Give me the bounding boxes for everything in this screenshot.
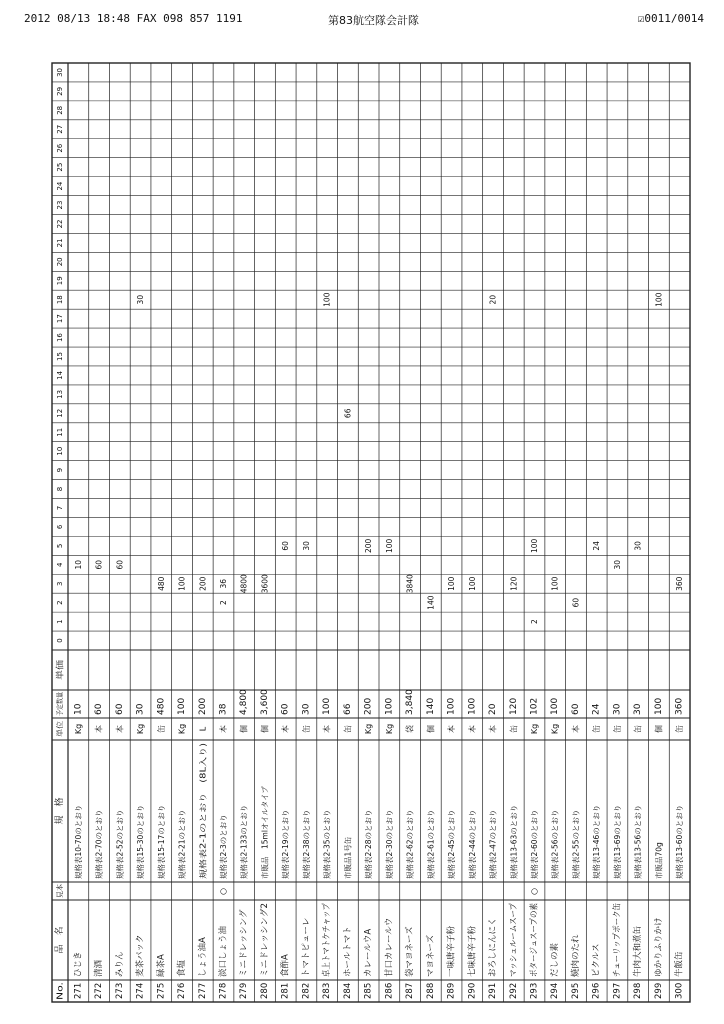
row-no: 280 [259, 982, 270, 999]
row-item-name: 一味唐辛子粉 [446, 925, 457, 977]
row-no: 273 [114, 982, 125, 999]
header-day-3: 3 [56, 581, 64, 586]
row-day-value: 200 [364, 538, 374, 554]
row-unit: 個 [426, 725, 436, 733]
row-no: 271 [73, 982, 84, 999]
table-row [176, 576, 187, 999]
fax-timestamp-line: 2012 08/13 18:48 FAX 098 857 1191 [24, 12, 243, 25]
row-item-name: 甘口カレールウ [384, 917, 395, 977]
row-no: 294 [550, 982, 561, 999]
row-item-name: 牛飯缶 [674, 951, 685, 977]
row-spec: 規格表2-1のとおり (8L入り) [198, 776, 208, 879]
row-day-value: 120 [509, 576, 519, 591]
row-planned-qty: 30 [135, 703, 146, 715]
row-item-name: ひじき [73, 951, 84, 977]
row-unit: Kg [364, 723, 374, 735]
row-item-name: 緑茶A [156, 954, 167, 977]
row-planned-qty: 100 [322, 697, 333, 715]
row-planned-qty: 100 [446, 697, 457, 715]
row-unit: Kg [177, 723, 187, 735]
table-header [53, 68, 65, 1000]
row-item-name: だしの素 [550, 942, 561, 977]
header-price: 単価 [55, 664, 65, 680]
row-unit: 本 [571, 725, 581, 733]
header-day-22: 22 [56, 219, 64, 229]
header-day-0: 0 [56, 638, 64, 643]
row-spec: 規格表13-60のとおり [675, 804, 685, 879]
header-day-7: 7 [56, 505, 64, 511]
table-row [404, 574, 415, 999]
row-spec: 規格表2-61のとおり [426, 809, 436, 879]
row-sample-mark: ○ [220, 886, 227, 896]
row-planned-qty: 60 [280, 703, 291, 715]
row-unit: 本 [94, 725, 104, 733]
table-row [239, 574, 250, 999]
row-no: 275 [156, 982, 167, 999]
row-item-name: 淡口しょう油 [218, 925, 229, 977]
fax-sender-name: 第83航空隊会計隊 [328, 14, 419, 27]
row-day-value: 100 [177, 576, 187, 591]
row-no: 286 [384, 982, 395, 999]
row-day-value: 60 [571, 597, 581, 608]
row-day-value: 20 [488, 294, 498, 305]
row-day-value: 100 [467, 576, 477, 591]
header-day-27: 27 [56, 124, 64, 134]
row-no: 297 [612, 982, 623, 999]
row-planned-qty: 30 [301, 703, 312, 715]
row-item-name: 食酢A [280, 954, 291, 977]
row-spec: 規格表10-70のとおり [73, 804, 83, 879]
row-spec: 規格表13-46のとおり [592, 804, 602, 879]
row-item-name: ピクルス [591, 943, 602, 977]
table-row [488, 295, 499, 999]
row-spec: 規格表2-21のとおり [177, 809, 187, 879]
row-item-name: 袋マヨネーズ [405, 926, 416, 977]
row-unit: 本 [447, 725, 457, 733]
row-item-name: 七味唐辛子粉 [467, 925, 478, 977]
row-unit: 個 [260, 725, 270, 733]
table-row [363, 538, 374, 999]
row-spec: 規格表2-3のとおり [219, 814, 228, 879]
row-spec: 規格表2-52のとおり [115, 809, 125, 879]
header-name: 品 名 [55, 926, 65, 954]
table-row [632, 541, 643, 999]
table-row [653, 292, 664, 999]
table-row [301, 541, 312, 999]
row-planned-qty: 200 [197, 697, 208, 715]
header-day-13: 13 [56, 389, 64, 399]
row-planned-qty: 360 [674, 697, 685, 715]
row-item-name: カレールウA [363, 928, 374, 977]
row-day-value: 30 [136, 294, 146, 305]
row-item-name: ミニドレッシング2 [259, 904, 270, 977]
row-planned-qty: 60 [114, 703, 125, 715]
row-day-value: 60 [115, 560, 125, 570]
row-item-name: 卓上トマトケチャップ [322, 892, 333, 977]
header-day-30: 30 [56, 68, 64, 77]
row-no: 274 [135, 982, 146, 999]
row-planned-qty: 100 [653, 697, 664, 715]
row-unit: 個 [654, 725, 664, 733]
header-day-28: 28 [56, 105, 64, 115]
row-no: 292 [508, 982, 519, 999]
row-planned-qty: 20 [488, 703, 499, 715]
header-day-21: 21 [56, 238, 64, 248]
row-day-value: 3840 [405, 574, 415, 594]
row-item-name: ポタージュスープの素 [529, 893, 540, 977]
row-day-value: 24 [592, 541, 602, 551]
row-no: 293 [529, 982, 540, 999]
table-row [93, 560, 104, 999]
row-planned-qty: 60 [94, 703, 105, 715]
row-day-value: 100 [654, 292, 664, 307]
row-day-value: 30 [301, 541, 311, 551]
row-spec: 市販品70g [654, 842, 664, 879]
row-day-value: 2 [530, 619, 539, 624]
row-spec: 規格表2-133のとおり [239, 804, 249, 879]
header-day-10: 10 [56, 446, 64, 456]
row-no: 300 [674, 982, 685, 999]
table-row [135, 295, 146, 999]
row-planned-qty: 480 [156, 697, 167, 715]
header-flag: 見本 [55, 884, 64, 898]
row-planned-qty: 200 [363, 697, 374, 715]
row-item-name: 麦茶パック [135, 934, 146, 977]
row-unit: 本 [322, 725, 332, 733]
row-no: 298 [633, 982, 644, 999]
row-day-value: 10 [73, 560, 83, 570]
row-unit: 缶 [675, 725, 685, 733]
row-unit: 缶 [343, 725, 353, 733]
row-day-value: 66 [343, 408, 353, 419]
row-item-name: マッシュルームスープ [508, 893, 519, 977]
table-row [155, 576, 166, 999]
row-planned-qty: 30 [612, 703, 623, 715]
table-row [383, 538, 394, 999]
row-day-value: 100 [550, 576, 560, 591]
row-day-value: 60 [281, 541, 291, 551]
row-no: 272 [94, 982, 105, 999]
row-planned-qty: 38 [218, 703, 229, 715]
row-unit: 缶 [633, 725, 643, 733]
table-row [321, 292, 332, 999]
row-planned-qty: 10 [73, 703, 84, 715]
row-unit: Kg [530, 723, 539, 735]
row-day-value: 2 [219, 600, 228, 606]
row-spec: 規格表2-30のとおり [384, 809, 394, 879]
row-item-name: 牛肉大和煮缶 [633, 925, 644, 977]
row-no: 296 [591, 982, 602, 999]
row-day-value: 200 [198, 576, 208, 591]
table-row [508, 576, 519, 999]
row-day-value: 4800 [239, 574, 249, 594]
header-day-2: 2 [56, 600, 64, 605]
row-item-name: 焼肉のたれ [570, 934, 581, 977]
table-row [446, 576, 457, 999]
row-planned-qty: 3,840 [405, 689, 416, 715]
row-unit: Kg [73, 723, 83, 735]
row-day-value: 30 [633, 541, 643, 551]
header-no: No. [55, 986, 65, 1000]
header-day-26: 26 [56, 143, 64, 153]
header-qty: 予定数量 [56, 688, 64, 716]
row-item-name: しょう油A [197, 937, 208, 977]
row-unit: 缶 [612, 725, 622, 733]
table-row [611, 560, 622, 999]
row-spec: 規格表2-70のとおり [94, 809, 104, 879]
row-unit: 本 [467, 725, 477, 733]
row-spec: 規格表2-19のとおり [281, 809, 291, 879]
row-no: 299 [653, 982, 664, 999]
table-row [259, 574, 270, 999]
row-spec: 規格表2-56のとおり [550, 809, 560, 879]
row-item-name: マヨネーズ [425, 934, 436, 977]
row-item-name: トマトピューレ [301, 917, 312, 977]
row-no: 278 [218, 982, 229, 999]
row-spec: 規格表2-47のとおり [488, 809, 498, 879]
row-day-value: 60 [94, 560, 104, 570]
table-row [342, 408, 353, 999]
row-unit: 袋 [405, 725, 415, 733]
row-spec: 規格表15-30のとおり [136, 804, 146, 879]
row-no: 281 [280, 982, 291, 999]
fax-page-counter: ☑0011/0014 [637, 12, 704, 25]
row-item-name: 清酒 [94, 959, 105, 977]
header-day-17: 17 [56, 314, 64, 324]
row-planned-qty: 120 [508, 697, 519, 715]
row-no: 283 [322, 982, 333, 999]
row-no: 295 [570, 982, 581, 999]
row-unit: Kg [136, 723, 146, 735]
row-no: 276 [177, 982, 188, 999]
row-day-value: 360 [675, 576, 685, 591]
row-day-value: 100 [384, 538, 394, 554]
row-no: 285 [363, 982, 374, 999]
row-item-name: ゆかりふりかけ [653, 917, 664, 977]
row-spec: 規格表13-69のとおり [612, 804, 622, 879]
header-day-18: 18 [56, 295, 64, 305]
header-day-16: 16 [56, 333, 64, 343]
header-day-6: 6 [56, 524, 64, 530]
row-no: 279 [239, 982, 250, 999]
row-unit: 缶 [156, 725, 166, 733]
row-day-value: 3600 [260, 574, 270, 594]
header-day-23: 23 [56, 200, 64, 210]
table-row [114, 560, 125, 999]
header-day-15: 15 [56, 352, 64, 361]
header-day-29: 29 [56, 86, 64, 96]
row-unit: 本 [219, 725, 228, 733]
row-planned-qty: 30 [633, 703, 644, 715]
row-spec: 規格表2-44のとおり [467, 809, 477, 879]
header-day-14: 14 [56, 370, 64, 380]
row-planned-qty: 3,600 [259, 689, 270, 715]
row-day-value: 30 [612, 560, 622, 570]
row-no: 290 [467, 982, 478, 999]
row-no: 282 [301, 982, 312, 999]
table-row [674, 576, 685, 999]
row-planned-qty: 4,800 [239, 689, 250, 715]
row-spec: 規格表2-35のとおり [322, 809, 332, 879]
row-item-name: 食塩 [177, 959, 188, 977]
row-day-value: 140 [426, 595, 436, 610]
row-spec: 規格表2-60のとおり [530, 809, 539, 879]
header-day-1: 1 [56, 619, 64, 624]
table-row [466, 576, 477, 999]
row-no: 291 [488, 982, 499, 999]
row-unit: 本 [115, 725, 125, 733]
row-planned-qty: 100 [177, 697, 188, 715]
row-planned-qty: 66 [342, 703, 353, 715]
row-no: 287 [405, 982, 416, 999]
table-row [73, 560, 84, 999]
row-unit: Kg [384, 723, 394, 735]
row-unit: Kg [550, 723, 560, 735]
row-day-value: 480 [156, 576, 166, 591]
table-row [591, 541, 602, 999]
row-item-name: おろしにんにく [488, 917, 499, 977]
row-planned-qty: 100 [467, 697, 478, 715]
row-item-name: チューリップポーク缶 [612, 892, 623, 977]
row-unit: 缶 [509, 725, 519, 733]
row-no: 289 [446, 982, 457, 999]
table-row [197, 576, 208, 999]
row-unit: 缶 [592, 725, 602, 733]
row-unit: L [198, 726, 208, 732]
row-planned-qty: 24 [591, 703, 602, 715]
row-planned-qty: 100 [550, 697, 561, 715]
row-unit: 本 [281, 725, 291, 733]
row-spec: 規格表2-45のとおり [447, 809, 457, 879]
header-unit: 単位 [56, 723, 64, 737]
row-spec: 規格表2-62のとおり [405, 809, 415, 879]
header-spec: 規 格 [55, 797, 65, 825]
row-spec: 規格表2-55のとおり [571, 809, 581, 879]
row-spec: 規格表13-63のとおり [509, 804, 519, 879]
table-row [425, 595, 436, 999]
header-day-25: 25 [56, 162, 64, 172]
header-day-8: 8 [56, 486, 64, 492]
header-day-24: 24 [56, 181, 64, 191]
row-planned-qty: 102 [529, 697, 540, 715]
table-row [218, 579, 229, 999]
header-day-11: 11 [56, 427, 64, 437]
row-spec: 規格表2-38のとおり [301, 809, 311, 879]
row-unit: 本 [488, 725, 498, 733]
header-day-20: 20 [56, 257, 64, 267]
table-row [570, 598, 581, 999]
row-item-name: ミニドレッシング [239, 909, 250, 977]
row-day-value: 100 [322, 292, 332, 307]
table-row [549, 576, 560, 999]
row-planned-qty: 60 [570, 703, 581, 715]
row-day-value: 100 [530, 538, 539, 554]
row-unit: 個 [239, 725, 249, 733]
row-no: 277 [197, 982, 208, 999]
row-item-name: ホールトマト [342, 926, 353, 977]
header-day-9: 9 [56, 467, 64, 473]
row-spec: 市販品 15mlオイルタイプ [260, 786, 270, 879]
row-item-name: みりん [114, 951, 125, 977]
row-spec: 市販品1号缶 [343, 836, 353, 879]
table-row [280, 541, 291, 999]
row-day-value: 100 [447, 576, 457, 591]
row-spec: 規格表15-17のとおり [156, 804, 166, 879]
header-day-5: 5 [56, 543, 64, 549]
row-unit: 缶 [301, 725, 311, 733]
row-sample-mark: ○ [531, 886, 538, 896]
row-spec: 規格表2-28のとおり [364, 809, 374, 879]
row-spec: 規格表13-56のとおり [633, 804, 643, 879]
header-day-4: 4 [56, 562, 64, 568]
header-day-12: 12 [56, 408, 64, 418]
header-day-19: 19 [56, 276, 64, 286]
row-no: 288 [425, 982, 436, 999]
row-day-value: 36 [219, 578, 228, 589]
row-planned-qty: 100 [384, 697, 395, 715]
row-planned-qty: 140 [425, 697, 436, 715]
row-no: 284 [342, 982, 353, 999]
table-row [529, 538, 540, 999]
